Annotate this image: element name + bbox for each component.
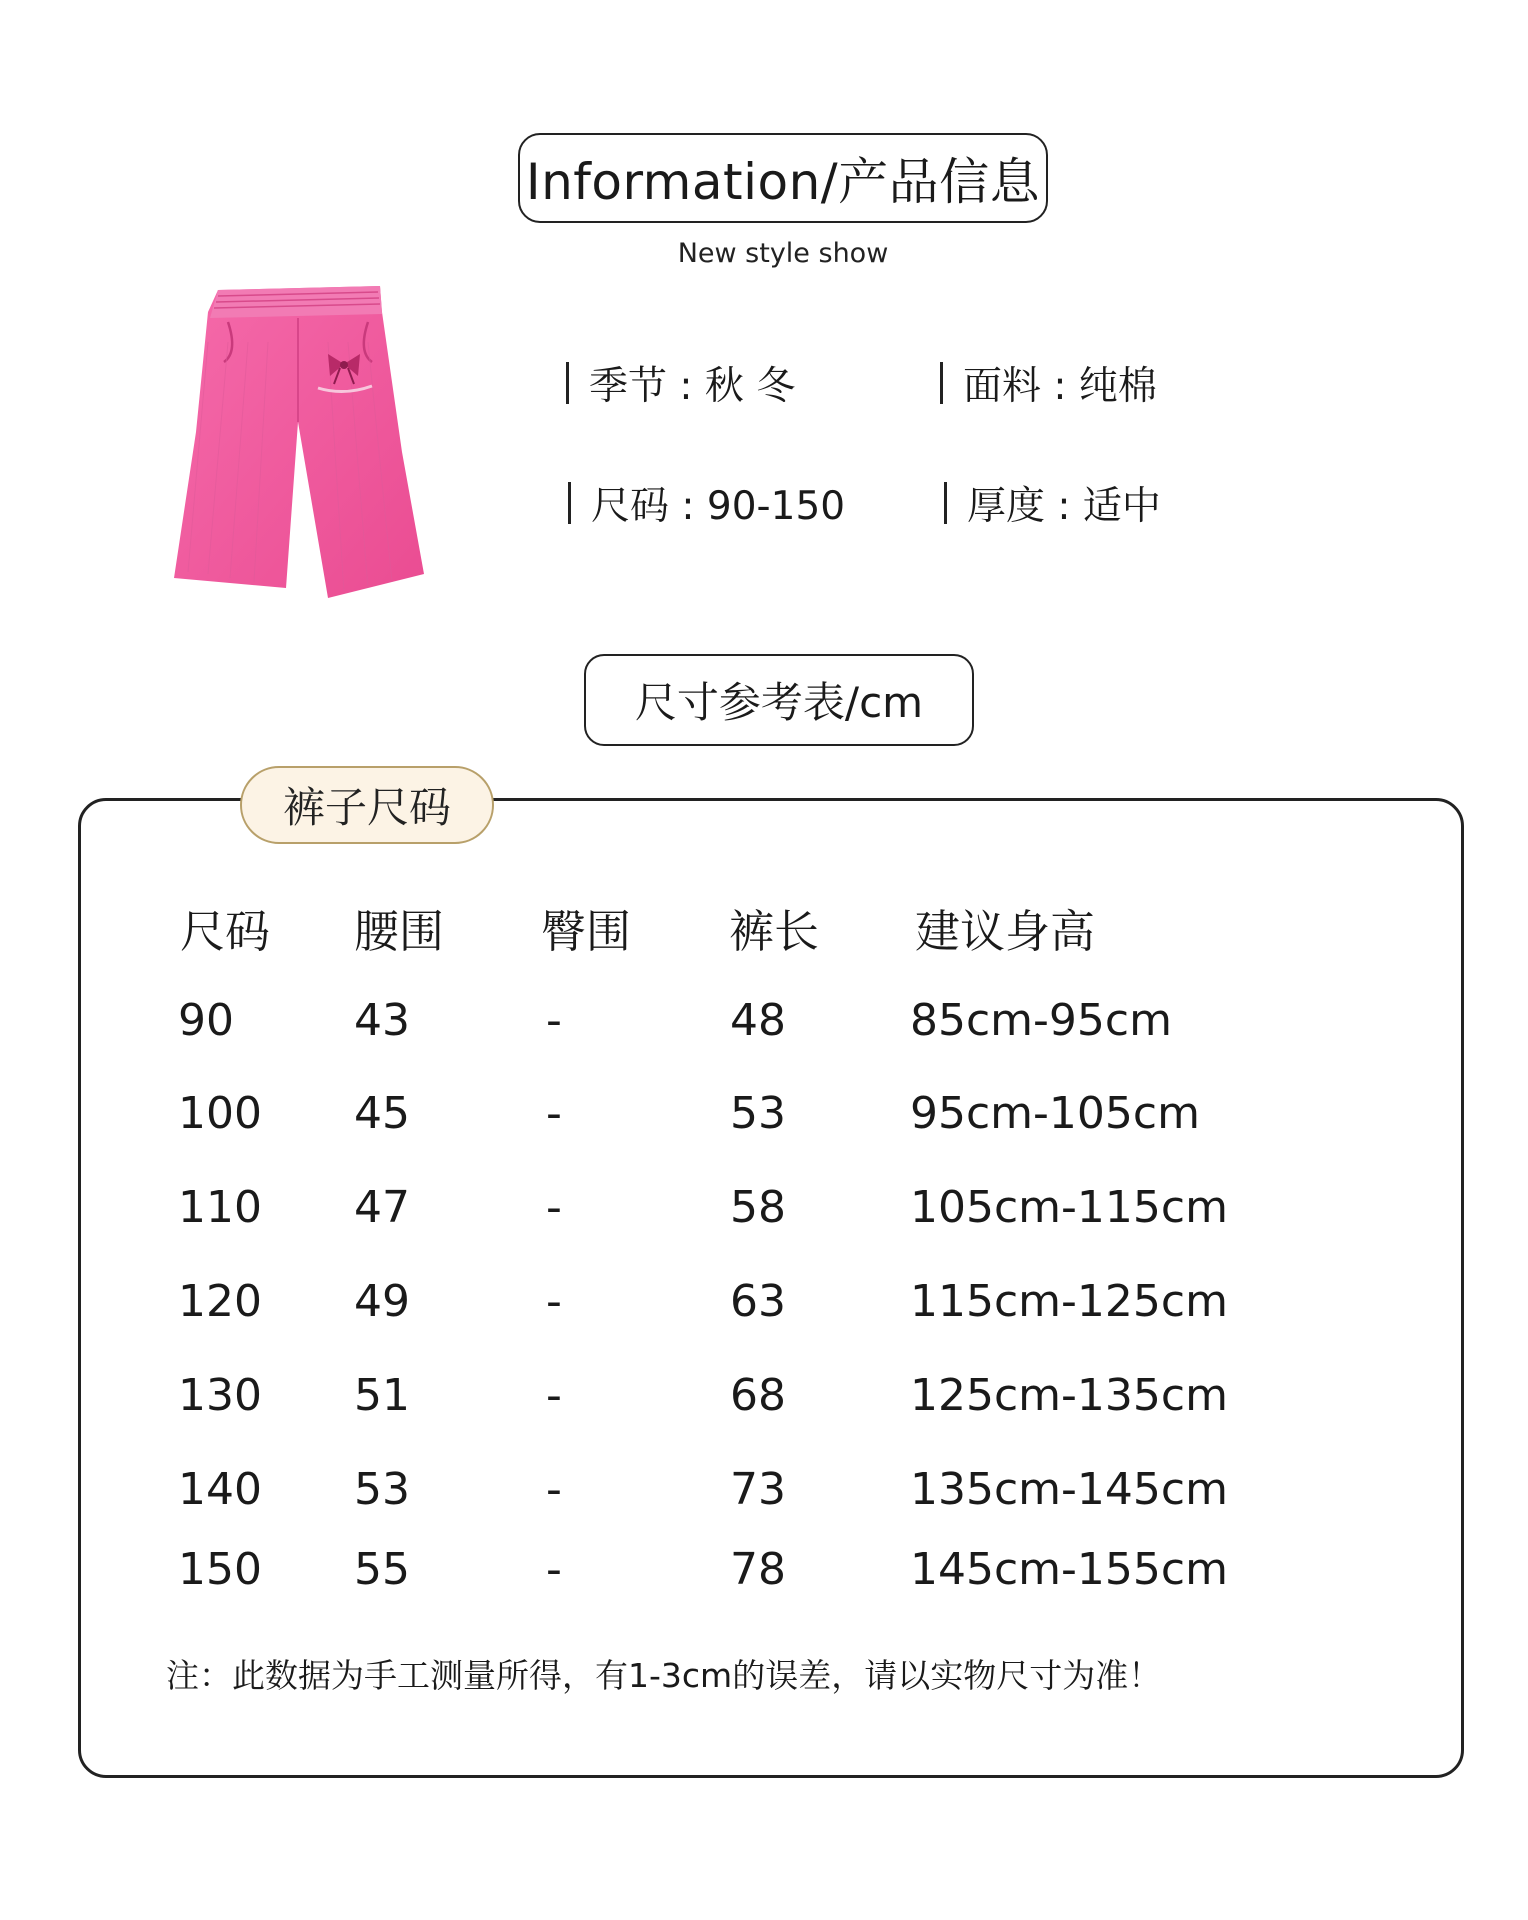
- cell-length: 68: [730, 1370, 786, 1421]
- cell-hip: -: [546, 1182, 562, 1233]
- header-height: 建议身高: [915, 905, 1096, 958]
- header-waist: 腰围: [354, 905, 445, 958]
- attr-size: [568, 475, 845, 531]
- cell-waist: 51: [354, 1370, 410, 1421]
- cell-length: 78: [730, 1544, 786, 1595]
- cell-waist: 45: [354, 1088, 410, 1139]
- measurement-note: 注：此数据为手工测量所得，有1-3cm的误差，请以实物尺寸为准！: [166, 1656, 1162, 1695]
- cell-size: 100: [178, 1088, 262, 1139]
- attr-size-text: 尺码 : 90-150: [591, 484, 846, 529]
- size-reference-title: 尺寸参考表/cm: [584, 654, 974, 746]
- cell-size: 150: [178, 1544, 262, 1595]
- cell-height: 85cm-95cm: [910, 995, 1172, 1046]
- cell-hip: -: [546, 995, 562, 1046]
- cell-length: 53: [730, 1088, 786, 1139]
- cell-hip: -: [546, 1370, 562, 1421]
- cell-waist: 47: [354, 1182, 410, 1233]
- cell-size: 110: [178, 1182, 262, 1233]
- attr-fabric-text: 面料 : 纯棉: [963, 364, 1157, 409]
- cell-waist: 55: [354, 1544, 410, 1595]
- product-image: [168, 282, 428, 602]
- cell-length: 48: [730, 995, 786, 1046]
- attr-thickness-text: 厚度 : 适中: [967, 484, 1161, 529]
- attr-season-text: 季节 : 秋 冬: [589, 364, 796, 409]
- cell-height: 125cm-135cm: [910, 1370, 1228, 1421]
- divider-bar: [944, 482, 947, 524]
- header-size: 尺码: [180, 905, 271, 958]
- cell-size: 90: [178, 995, 234, 1046]
- cell-height: 105cm-115cm: [910, 1182, 1228, 1233]
- header-length: 裤长: [729, 905, 820, 958]
- cell-hip: -: [546, 1464, 562, 1515]
- cell-size: 140: [178, 1464, 262, 1515]
- cell-length: 58: [730, 1182, 786, 1233]
- cell-height: 135cm-145cm: [910, 1464, 1228, 1515]
- info-subtitle: New style show: [677, 238, 889, 269]
- attr-thickness: [944, 475, 1161, 531]
- cell-height: 95cm-105cm: [910, 1088, 1200, 1139]
- cell-hip: -: [546, 1276, 562, 1327]
- divider-bar: [940, 362, 943, 404]
- cell-size: 120: [178, 1276, 262, 1327]
- cell-hip: -: [546, 1544, 562, 1595]
- header-hip: 臀围: [541, 905, 632, 958]
- cell-size: 130: [178, 1370, 262, 1421]
- cell-length: 73: [730, 1464, 786, 1515]
- cell-hip: -: [546, 1088, 562, 1139]
- cell-length: 63: [730, 1276, 786, 1327]
- cell-height: 145cm-155cm: [910, 1544, 1228, 1595]
- cell-height: 115cm-125cm: [910, 1276, 1228, 1327]
- attr-season: [566, 355, 795, 411]
- cell-waist: 43: [354, 995, 410, 1046]
- divider-bar: [566, 362, 569, 404]
- cell-waist: 53: [354, 1464, 410, 1515]
- divider-bar: [568, 482, 571, 524]
- cell-waist: 49: [354, 1276, 410, 1327]
- info-title: Information/产品信息: [518, 133, 1048, 223]
- pants-size-tag: 裤子尺码: [240, 766, 494, 844]
- attr-fabric: [940, 355, 1157, 411]
